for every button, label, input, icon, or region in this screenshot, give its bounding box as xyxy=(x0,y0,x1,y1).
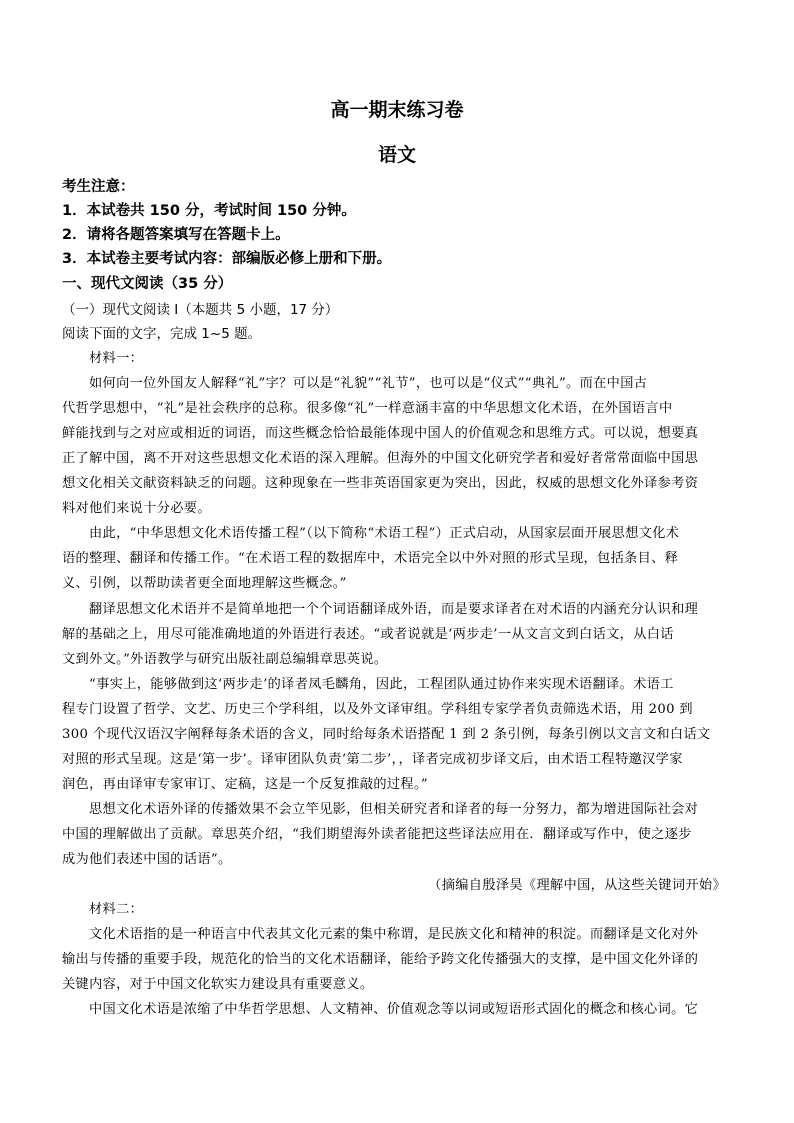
paragraph-line: 义、引例，以帮助读者更全面地理解这些概念。” xyxy=(62,576,347,591)
paragraph-line: 语的整理、翻译和传播工作。“在术语工程的数据库中，术语完全以中外对照的形式呈现，包括条目、释 xyxy=(62,551,679,566)
paragraph-line: 思想文化术语外译的传播效果不会立竿见影，但相关研究者和译者的每一分努力，都为增进国际社会对 xyxy=(89,802,699,817)
paragraph-line: 300 个现代汉语汉字阐释每条术语的含义，同时给每条术语搭配 1 到 2 条引例，每条引例以文言文和白话文 xyxy=(62,727,711,742)
paragraph-line: 如何向一位外国友人解释“礼”字？可以是“礼貌”“礼节”，也可以是“仪式”“典礼”。而在中国古 xyxy=(89,376,648,391)
paragraph-line: 成为他们表述中国的话语”。 xyxy=(62,852,232,867)
section-heading: 一、现代文阅读（35 分） xyxy=(62,276,233,292)
material-label: 材料二： xyxy=(89,902,144,917)
exam-subject: 语文 xyxy=(377,144,416,166)
exam-title: 高一期末练习卷 xyxy=(330,99,464,121)
paragraph-line: 文化术语指的是一种语言中代表其文化元素的集中称谓，是民族文化和精神的积淀。而翻译是文化对外 xyxy=(89,927,699,942)
paragraph-line: 翻译思想文化术语并不是简单地把一个个词语翻译成外语，而是要求译者在对术语的内涵充分认识和理 xyxy=(89,602,699,617)
paragraph-line: 鲜能找到与之对应或相近的词语，而这些概念恰恰最能体现中国人的价值观念和思维方式。可以说，想要真 xyxy=(62,426,699,441)
paragraph-line: 文到外文。”外语教学与研究出版社副总编辑章思英说。 xyxy=(62,652,388,667)
notice-item: 2．请将各题答案填写在答题卡上。 xyxy=(62,227,290,243)
material-label: 材料一： xyxy=(89,351,144,366)
paragraph-line: 代哲学思想中，“礼”是社会秩序的总称。很多像“礼”一样意涵丰富的中华思想文化术语，在外国语言中 xyxy=(62,401,673,416)
paragraph-line: 输出与传播的重要手段，规范化的恰当的文化术语翻译，能给予跨文化传播强大的支撑，是中国文化外译的 xyxy=(62,952,699,967)
paragraph-line: 中国的理解做出了贡献。章思英介绍，“我们期望海外读者能把这些译法应用在．翻译或写作中，使之逐步 xyxy=(62,827,692,842)
paragraph-line: 润色，再由译审专家审订、定稿，这是一个反复推敲的过程。” xyxy=(62,777,429,792)
notice-item: 3．本试卷主要考试内容：部编版必修上册和下册。 xyxy=(62,251,392,267)
paragraph-line: 由此，“中华思想文化术语传播工程”（以下简称“术语工程”）正式启动，从国家层面开展思想文化术 xyxy=(89,526,680,541)
paragraph-line: 解的基础之上，用尽可能准确地道的外语进行表述。“或者说就是‘两步走’一从文言文到白话文，从白话 xyxy=(62,627,674,642)
paragraph-line: 想文化相关文献资料缺乏的问题。这种现象在一些非英语国家更为突出，因此，权威的思想文化外译参考资 xyxy=(62,476,699,491)
paragraph-line: “事实上，能够做到这‘两步走’的译者凤毛麟角，因此，工程团队通过协作来实现术语翻译。术语工 xyxy=(89,677,674,692)
subsection-heading: （一）现代文阅读 I（本题共 5 小题，17 分） xyxy=(62,302,339,318)
reading-instruction: 阅读下面的文字，完成 1~5 题。 xyxy=(62,326,262,342)
paragraph-line: 料对他们来说十分必要。 xyxy=(62,501,211,516)
notice-heading: 考生注意： xyxy=(62,179,135,195)
paragraph-line: 程专门设置了哲学、文艺、历史三个学科组，以及外文译审组。学科组专家学者负责筛选术语，用 200 到 xyxy=(62,702,693,717)
paragraph-line: 中国文化术语是浓缩了中华哲学思想、人文精神、价值观念等以词或短语形式固化的概念和核心词。它 xyxy=(89,1002,699,1017)
paragraph-line: 对照的形式呈现。这是‘第一步’。译审团队负责‘第二步’，，译者完成初步译文后，由术语工程特邀汉学家 xyxy=(62,752,683,767)
paragraph-line: 关键内容，对于中国文化软实力建设具有重要意义。 xyxy=(62,977,374,992)
paragraph-line: 正了解中国，离不开对这些思想文化术语的深入理解。但海外的中国文化研究学者和爱好者常常面临中国思 xyxy=(62,451,699,466)
notice-item: 1．本试卷共 150 分，考试时间 150 分钟。 xyxy=(62,203,356,219)
source-citation: （摘编自殷泽昊《理解中国，从这些关键词开始》 xyxy=(428,878,726,893)
